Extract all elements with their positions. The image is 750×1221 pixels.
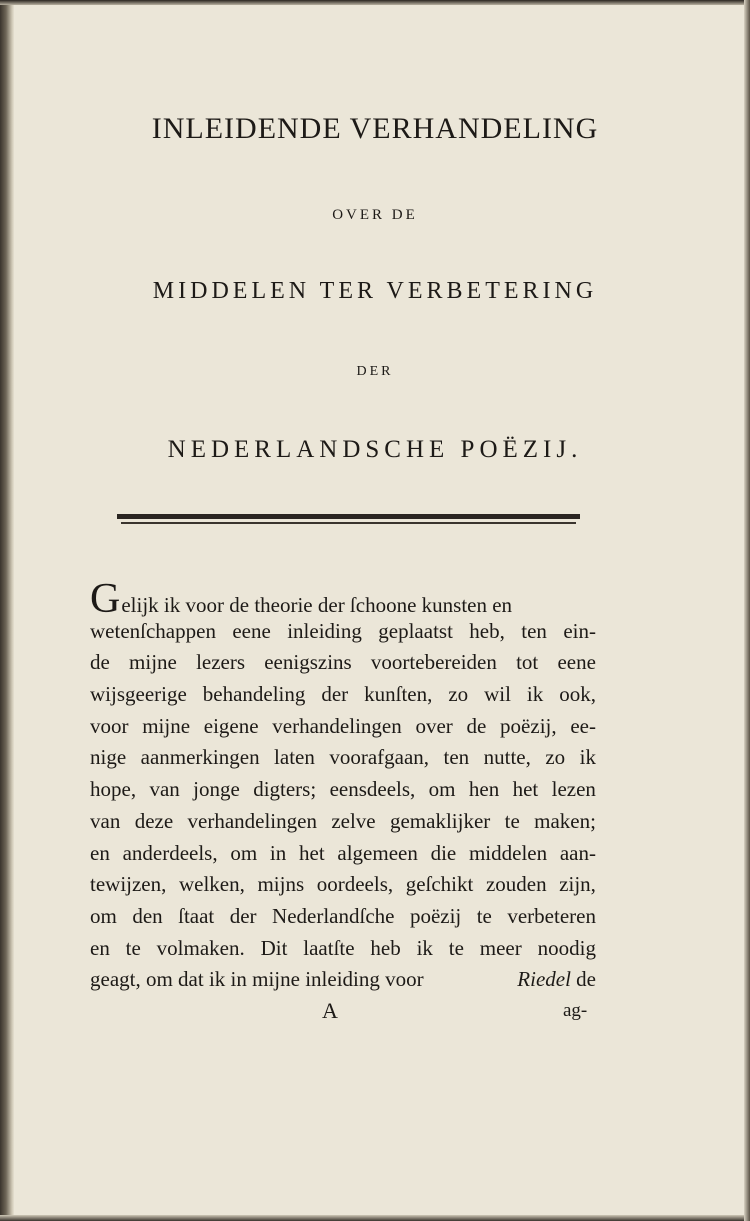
word: anderdeels, [122, 840, 218, 865]
word: poëzij [409, 903, 462, 928]
text-line [90, 576, 596, 622]
word: te [125, 935, 141, 960]
word: voor [90, 713, 129, 738]
word: ik [416, 935, 433, 960]
word: der [229, 903, 257, 928]
word: ein- [563, 618, 596, 643]
rule-thick-line [117, 514, 580, 519]
word: en [90, 935, 110, 960]
word: zo [545, 745, 566, 770]
word: eigene [203, 713, 259, 738]
body-paragraph [90, 576, 596, 996]
word: van [90, 808, 121, 833]
word: inleiding [287, 618, 362, 643]
word: de [90, 650, 110, 675]
page-top-edge [0, 0, 750, 5]
word: eene [232, 618, 271, 643]
word: eenigszins [264, 650, 352, 675]
word: voortebereiden [370, 650, 497, 675]
word: om [230, 840, 258, 865]
word: ook, [559, 682, 596, 707]
text-line [90, 647, 596, 679]
word: tot [516, 650, 539, 675]
word: geſchikt [405, 872, 474, 897]
word: middelen [468, 840, 548, 865]
last-line-end: de [576, 967, 596, 992]
text-line [90, 869, 596, 901]
word: noodig [537, 935, 596, 960]
word: eensdeels, [329, 777, 416, 802]
word: hope, [90, 777, 137, 802]
word: verhandelingen [187, 808, 317, 833]
word: aan- [559, 840, 596, 865]
page-title: INLEIDENDE VERHANDELING [151, 112, 599, 145]
word: in [269, 840, 287, 865]
page-subtitle: MIDDELEN TER VERBETERING [152, 278, 598, 304]
last-line-start: geagt, om dat ik in mijne inleiding voor [90, 967, 424, 992]
catchword: ag- [563, 1000, 588, 1021]
word: mijne [129, 650, 177, 675]
text-line [90, 742, 596, 774]
word: ik [579, 745, 596, 770]
word: lezers [196, 650, 246, 675]
word: voorafgaan, [329, 745, 430, 770]
first-line-rest: elijk ik voor de theorie der ſchoone kunsten en [121, 593, 513, 617]
word: volmaken. [156, 935, 245, 960]
word: laatſte [303, 935, 355, 960]
last-line-tail [517, 964, 596, 996]
word: mijne [142, 713, 191, 738]
word: en [90, 840, 110, 865]
word: heb, [469, 618, 505, 643]
text-line [90, 774, 596, 806]
word: poëzij, [500, 713, 557, 738]
word: maken; [534, 808, 596, 833]
word: het [512, 777, 539, 802]
word: nutte, [483, 745, 531, 770]
word: aanmerkingen [140, 745, 260, 770]
word: hen [468, 777, 500, 802]
text-line [90, 806, 596, 838]
word: ee- [570, 713, 596, 738]
word: verbeteren [507, 903, 596, 928]
text-line [90, 679, 596, 711]
text-line [90, 901, 596, 933]
word: te [504, 808, 520, 833]
word: Dit [260, 935, 288, 960]
word: oordeels, [316, 872, 394, 897]
word: wil [484, 682, 511, 707]
word: zelve [331, 808, 376, 833]
word: over [415, 713, 453, 738]
word: digters; [253, 777, 317, 802]
word: ik [526, 682, 544, 707]
text-line [90, 616, 596, 648]
word: deze [134, 808, 174, 833]
word: ten [443, 745, 470, 770]
word: zouden [485, 872, 547, 897]
word: verhandelingen [272, 713, 402, 738]
rule-thin-line [121, 522, 576, 524]
italic-name: Riedel [517, 967, 571, 992]
word: meer [479, 935, 522, 960]
decorative-rule [117, 514, 580, 524]
drop-cap: G [90, 576, 121, 622]
word: heb [370, 935, 401, 960]
word: zo [448, 682, 469, 707]
word: die [430, 840, 457, 865]
word: lezen [551, 777, 596, 802]
title-over-de: OVER DE [332, 207, 418, 223]
word: om [90, 903, 117, 928]
word: de [466, 713, 487, 738]
word: den [132, 903, 163, 928]
word: Nederlandſche [272, 903, 395, 928]
word: wijsgeerige [90, 682, 187, 707]
word: mijns [257, 872, 305, 897]
word: geplaatst [378, 618, 453, 643]
text-line [90, 711, 596, 743]
word: algemeen [337, 840, 418, 865]
word: nige [90, 745, 127, 770]
word: der [321, 682, 349, 707]
word: van [149, 777, 180, 802]
word: te [448, 935, 464, 960]
word: kunſten, [364, 682, 433, 707]
word: het [299, 840, 325, 865]
word: gemaklijker [389, 808, 491, 833]
word: ſtaat [178, 903, 215, 928]
word: om [428, 777, 456, 802]
word: welken, [178, 872, 245, 897]
title-subject: NEDERLANDSCHE POËZIJ. [167, 436, 583, 463]
title-der: DER [356, 364, 394, 379]
word: tewijzen, [90, 872, 167, 897]
word: wetenſchappen [90, 618, 216, 643]
word: te [476, 903, 492, 928]
text-line [90, 933, 596, 965]
word: jonge [193, 777, 240, 802]
word: zijn, [559, 872, 596, 897]
word: eene [557, 650, 596, 675]
first-line [90, 576, 513, 622]
page-bottom-edge [0, 1215, 750, 1221]
word: laten [274, 745, 315, 770]
text-line-last [90, 964, 596, 996]
word: ten [521, 618, 547, 643]
signature-mark: A [322, 998, 338, 1023]
text-line [90, 838, 596, 870]
word: behandeling [202, 682, 306, 707]
